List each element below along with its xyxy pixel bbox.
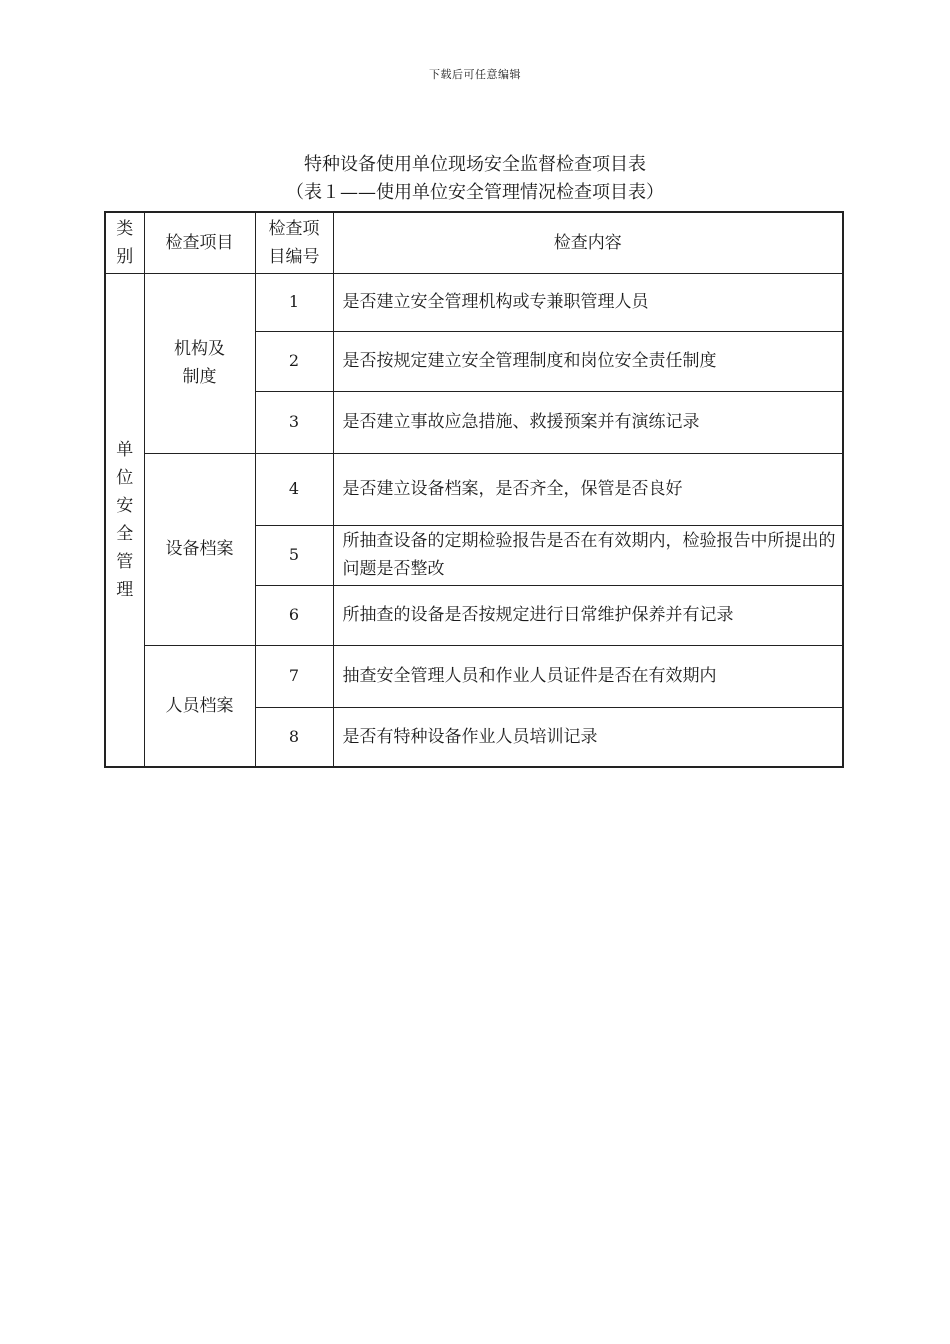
row-number: 8 — [255, 707, 333, 767]
row-number: 4 — [255, 453, 333, 525]
row-number: 3 — [255, 391, 333, 453]
table-row — [105, 273, 843, 331]
row-content: 是否建立设备档案，是否齐全，保管是否良好 — [333, 453, 843, 525]
group-name-cell: 人员档案 — [144, 645, 255, 767]
header-number: 检查项 目编号 — [255, 212, 333, 273]
header-category: 类 别 — [105, 212, 144, 273]
table-row — [105, 453, 843, 525]
row-content: 是否有特种设备作业人员培训记录 — [333, 707, 843, 767]
row-number: 7 — [255, 645, 333, 707]
document-title: 特种设备使用单位现场安全监督检查项目表 — [304, 154, 646, 175]
row-content: 是否建立安全管理机构或专兼职管理人员 — [333, 273, 843, 331]
row-number: 5 — [255, 525, 333, 585]
row-number: 1 — [255, 273, 333, 331]
row-content: 所抽查的设备是否按规定进行日常维护保养并有记录 — [333, 585, 843, 645]
document-subtitle: （表１——使用单位安全管理情况检查项目表） — [286, 182, 664, 203]
table-row — [105, 645, 843, 707]
header-item: 检查项目 — [144, 212, 255, 273]
table-header-row — [105, 212, 843, 273]
row-number: 6 — [255, 585, 333, 645]
row-number: 2 — [255, 331, 333, 391]
row-content: 是否按规定建立安全管理制度和岗位安全责任制度 — [333, 331, 843, 391]
row-content: 抽查安全管理人员和作业人员证件是否在有效期内 — [333, 645, 843, 707]
group-name-cell: 机构及 制度 — [144, 273, 255, 453]
group-name-cell: 设备档案 — [144, 453, 255, 645]
category-cell: 单 位 安 全 管 理 — [105, 273, 144, 767]
row-content: 所抽查设备的定期检验报告是否在有效期内，检验报告中所提出的问题是否整改 — [333, 525, 843, 585]
row-content: 是否建立事故应急措施、救援预案并有演练记录 — [333, 391, 843, 453]
inspection-table — [104, 211, 844, 768]
header-note: 下载后可任意编辑 — [429, 68, 521, 81]
header-content: 检查内容 — [333, 212, 843, 273]
